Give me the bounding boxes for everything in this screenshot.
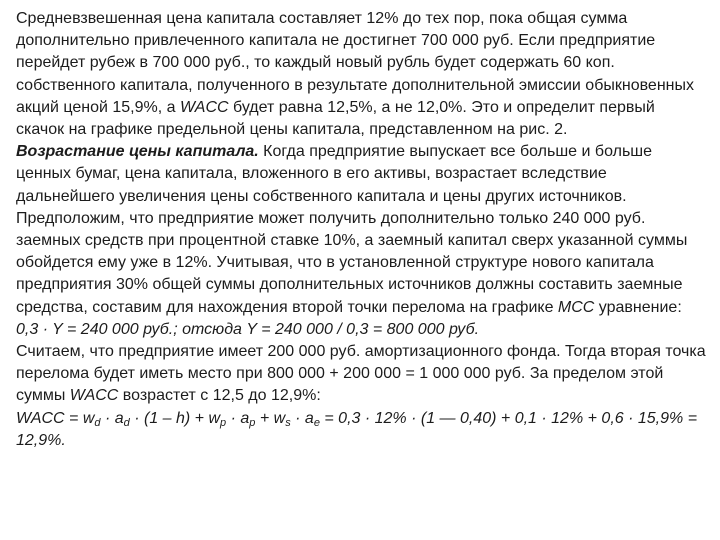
paragraph-text: Средневзвешенная цена капитала составляет 12% до тех пор, пока общая сумма дополнительно привлеченного капитала не достигнет 700 000 руб. Если предприятие перейдет рубеж в 700 000 руб., то каждый новый рубль будет содержать 60 коп. собственного капитала, полученного в результате дополнительной эмиссии обыкновенных акций ценой 15,9%, а — [16, 10, 694, 116]
equation-part: · a — [226, 409, 250, 427]
subscript: d — [123, 416, 130, 429]
wacc-term: WACC — [69, 387, 119, 405]
document-page — [16, 8, 706, 452]
subscript: p — [220, 416, 227, 429]
paragraph-amortization — [16, 341, 706, 408]
paragraph-wacc-intro — [16, 8, 706, 141]
paragraph-text: будет равна 12,5%, а не 12,0%. Это и определит первый скачок на графике предельной цены капитала, представленном на рис. 2. — [16, 98, 655, 139]
subscript: s — [285, 416, 291, 429]
equation-part: · a — [290, 409, 314, 427]
subscript: d — [94, 416, 101, 429]
equation-part: = 0,3 · 12% · (1 — 0,40) + 0,1 · 12% + 0,6 · 15,9% = 12,9%. — [16, 409, 698, 449]
equation-part: WACC = w — [16, 409, 95, 427]
section-heading: Возрастание цены капитала. — [16, 143, 259, 161]
subscript: e — [313, 416, 320, 429]
paragraph-text: Когда предприятие выпускает все больше и больше ценных бумаг, цена капитала, вложенного в его активы, возрастает вследствие дальнейшего увеличения цены собственного капитала и цены других источников. Предположим, что предприятие может получить дополнительно только 240 000 руб. заемных средств при процентной ставке 10%, а заемный капитал сверх указанной суммы обойдется ему уже в 12%. Учитывая, что в установленной структуре нового капитала предприятия 30% общей суммы дополнительных источников должны составить заемные средства, составим для нахождения второй точки перелома на графике — [16, 143, 688, 316]
mcc-term: MCC — [557, 298, 595, 316]
paragraph-text: уравнение: — [594, 298, 682, 316]
subscript: p — [249, 416, 256, 429]
paragraph-text: Считаем, что предприятие имеет 200 000 руб. амортизационного фонда. Тогда вторая точка перелома будет иметь место при 800 000 + 200 000 = 1 000 000 руб. За пределом этой суммы — [16, 343, 706, 405]
equation-breakpoint: 0,3 · Y = 240 000 руб.; отсюда Y = 240 000 / 0,3 = 800 000 руб. — [16, 320, 480, 338]
wacc-term: WACC — [179, 98, 229, 116]
equation-wacc — [16, 408, 706, 452]
equation-part: · a — [100, 409, 124, 427]
equation-part: + w — [255, 409, 286, 427]
equation-part: · (1 – h) + w — [129, 409, 221, 427]
paragraph-capital-growth — [16, 141, 706, 319]
paragraph-text: возрастет с 12,5 до 12,9%: — [118, 387, 321, 405]
